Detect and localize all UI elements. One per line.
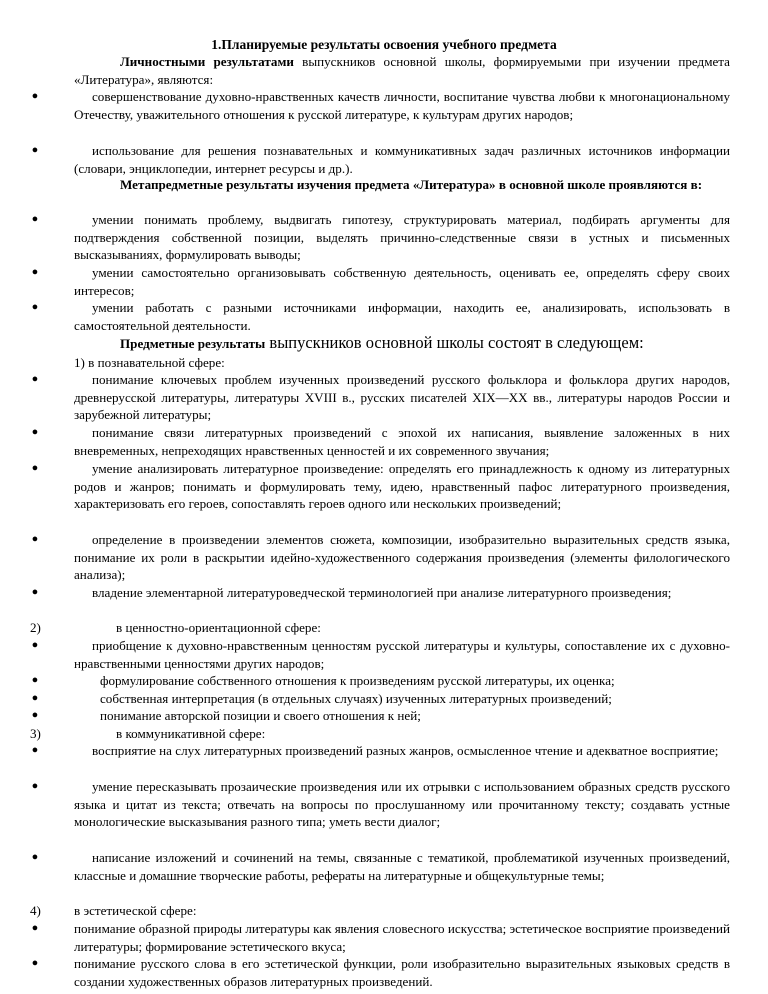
sphere-number: 3): [30, 726, 41, 741]
list-item: собственная интерпретация (в отдельных случаях) изученных литературных произведений;: [100, 691, 612, 706]
sphere-communicative-label: в коммуникативной сфере:: [116, 726, 266, 741]
list-item: умении понимать проблему, выдвигать гипотезу, структурировать материал, подбирать аргументы для подтверждения собственной позиции, выделять причинно-следственные связи в устных и письменных высказываниях, формулировать выводы;: [74, 212, 730, 263]
bullet-icon: ●: [31, 462, 39, 474]
list-item: понимание русского слова в его эстетической функции, роли изобразительно выразительных языковых средств в создании художественных образов литературных произведений.: [74, 956, 730, 989]
bullet-icon: ●: [31, 373, 39, 385]
bullet-icon: ●: [31, 213, 39, 225]
page-title: 1.Планируемые результаты освоения учебного предмета: [211, 37, 557, 52]
personal-results-intro: [74, 53, 730, 88]
list-item: умении самостоятельно организовывать собственную деятельность, оценивать ее, определять сферу своих интересов;: [74, 265, 730, 298]
bullet-icon: ●: [31, 426, 39, 438]
bullet-icon: ●: [31, 266, 39, 278]
bullet-icon: ●: [31, 533, 39, 545]
list-item: понимание связи литературных произведений с эпохой их написания, выявление заложенных в них вневременных, непреходящих нравственных ценностей и их современного звучания;: [74, 425, 730, 458]
sphere-value-label: в ценностно-ориентационной сфере:: [116, 620, 321, 635]
meta-results-heading: Метапредметные результаты изучения предмета «Литература» в основной школе проявляются в:: [120, 177, 703, 192]
bullet-icon: ●: [31, 144, 39, 156]
list-item: использование для решения познавательных и коммуникативных задач различных источников информации (словари, энциклопедии, интернет ресурсы и др.).: [74, 143, 730, 176]
bullet-icon: ●: [31, 744, 39, 756]
sphere-cognitive-label: 1) в познавательной сфере:: [74, 355, 225, 370]
list-item: умение анализировать литературное произведение: определять его принадлежность к одному из литературных родов и жанров; понимать и формулировать тему, идею, нравственный пафос литературного произведения, характеризовать его героев, сопоставлять героев одного или нескольких произведений;: [74, 461, 730, 512]
bullet-icon: ●: [31, 90, 39, 102]
list-item: понимание образной природы литературы как явления словесного искусства; эстетическое восприятие произведений литературы; формирование эстетического вкуса;: [74, 921, 730, 954]
bullet-icon: ●: [31, 709, 39, 721]
sphere-aesthetic-label: в эстетической сфере:: [74, 903, 197, 918]
list-item: совершенствование духовно-нравственных качеств личности, воспитание чувства любви к многонациональному Отечеству, уважительного отношения к русской литературе, к культурам других народов;: [74, 89, 730, 122]
list-item: понимание авторской позиции и своего отношения к ней;: [100, 708, 421, 723]
bullet-icon: ●: [31, 301, 39, 313]
list-item: умении работать с разными источниками информации, находить ее, анализировать, использовать в самостоятельной деятельности.: [74, 300, 730, 333]
list-item: понимание ключевых проблем изученных произведений русского фольклора и фольклора других народов, древнерусской литературы, литературы XVIII в., русских писателей XIX—XX вв., литературы народов России и зарубежной литературы;: [74, 372, 730, 423]
subject-results-heading: Предметные результаты выпускников основной школы состоят в следующем:: [120, 333, 644, 352]
list-item: умение пересказывать прозаические произведения или их отрывки с использованием образных средств русского языка и цитат из текста; отвечать на вопросы по прослушанному или прочитанному тексту; создавать устные монологические высказывания разного типа; уметь вести диалог;: [74, 779, 730, 830]
bullet-icon: ●: [31, 692, 39, 704]
list-item: определение в произведении элементов сюжета, композиции, изобразительно выразительных средств языка, понимание их роли в раскрытии идейно-художественного содержания произведения (элементы филологического анализа);: [74, 532, 730, 583]
bullet-icon: ●: [31, 639, 39, 651]
bullet-icon: ●: [31, 851, 39, 863]
sphere-number: 4): [30, 903, 41, 918]
list-item: владение элементарной литературоведческой терминологией при анализе литературного произведения;: [92, 585, 672, 600]
list-item: восприятие на слух литературных произведений разных жанров, осмысленное чтение и адекватное восприятие;: [92, 743, 719, 758]
bullet-icon: ●: [31, 922, 39, 934]
personal-results-intro-text: выпускников основной школы, формируемыми при изучении предмета «Литература», являются:: [74, 54, 730, 87]
list-item: формулирование собственного отношения к произведениям русской литературы, их оценка;: [100, 673, 615, 688]
bullet-icon: ●: [31, 586, 39, 598]
bullet-icon: ●: [31, 780, 39, 792]
list-item: написание изложений и сочинений на темы, связанные с тематикой, проблематикой изученных произведений, классные и домашние творческие работы, рефераты на литературные и общекультурные темы;: [74, 850, 730, 883]
personal-results-heading: Личностными результатами: [120, 54, 294, 69]
list-item: приобщение к духовно-нравственным ценностям русской литературы и культуры, сопоставление их с духовно-нравственными ценностями других народов;: [74, 638, 730, 671]
sphere-number: 2): [30, 620, 41, 635]
bullet-icon: ●: [31, 674, 39, 686]
bullet-icon: ●: [31, 957, 39, 969]
